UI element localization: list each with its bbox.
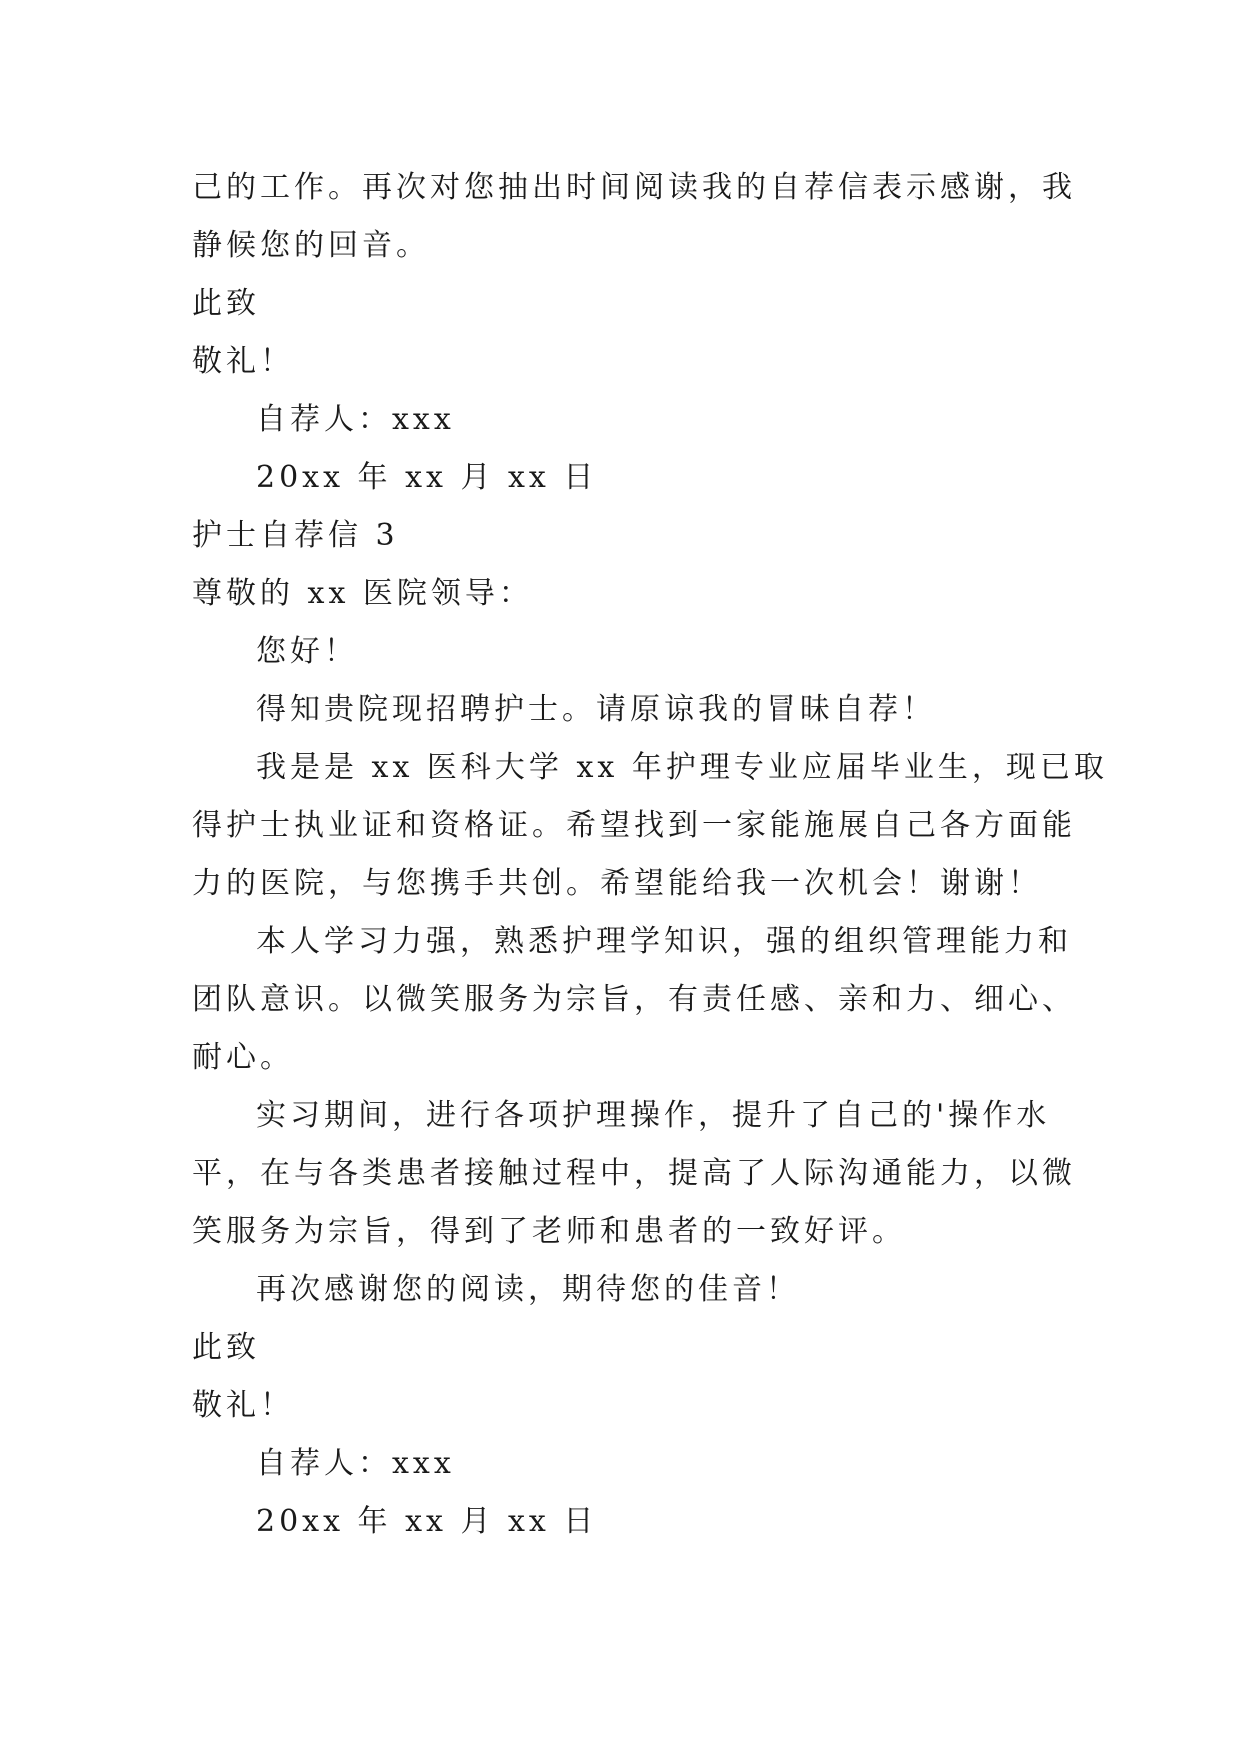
closing-cizhi: 此致 [192,1330,260,1365]
salutation-cizhi: 此致 [192,286,260,321]
paragraph-3-line-1: 本人学习力强，熟悉护理学知识，强的组织管理能力和 [256,924,1072,959]
paragraph-2-line-3: 力的医院，与您携手共创。希望能给我一次机会！谢谢！ [192,866,1042,901]
paragraph-3-line-3: 耐心。 [192,1040,294,1075]
salutation-jingli: 敬礼！ [192,344,294,379]
signature-date: 20xx 年 xx 月 xx 日 [256,460,598,495]
paragraph-3-line-2: 团队意识。以微笑服务为宗旨，有责任感、亲和力、细心、 [192,982,1076,1017]
paragraph-4-line-1: 实习期间，进行各项护理操作，提升了自己的'操作水 [256,1098,1051,1133]
paragraph-2-line-2: 得护士执业证和资格证。希望找到一家能施展自己各方面能 [192,808,1076,843]
paragraph-4-line-3: 笑服务为宗旨，得到了老师和患者的一致好评。 [192,1214,906,1249]
paragraph-1-line-1: 得知贵院现招聘护士。请原谅我的冒昧自荐！ [256,692,936,727]
closing-jingli: 敬礼！ [192,1388,294,1423]
closing-signature-name: 自荐人：xxx [256,1446,455,1481]
letter-addressee: 尊敬的 xx 医院领导： [192,576,533,611]
body-line-closing-1: 己的工作。再次对您抽出时间阅读我的自荐信表示感谢，我 [192,170,1076,205]
letter-title: 护士自荐信 3 [192,518,399,553]
closing-signature-date: 20xx 年 xx 月 xx 日 [256,1504,598,1539]
signature-name: 自荐人：xxx [256,402,455,437]
paragraph-4-line-2: 平，在与各类患者接触过程中，提高了人际沟通能力，以微 [192,1156,1076,1191]
paragraph-5-line-1: 再次感谢您的阅读，期待您的佳音！ [256,1272,800,1307]
paragraph-2-line-1: 我是是 xx 医科大学 xx 年护理专业应届毕业生，现已取 [256,750,1108,785]
body-line-closing-2: 静候您的回音。 [192,228,430,263]
greeting: 您好！ [256,634,358,669]
